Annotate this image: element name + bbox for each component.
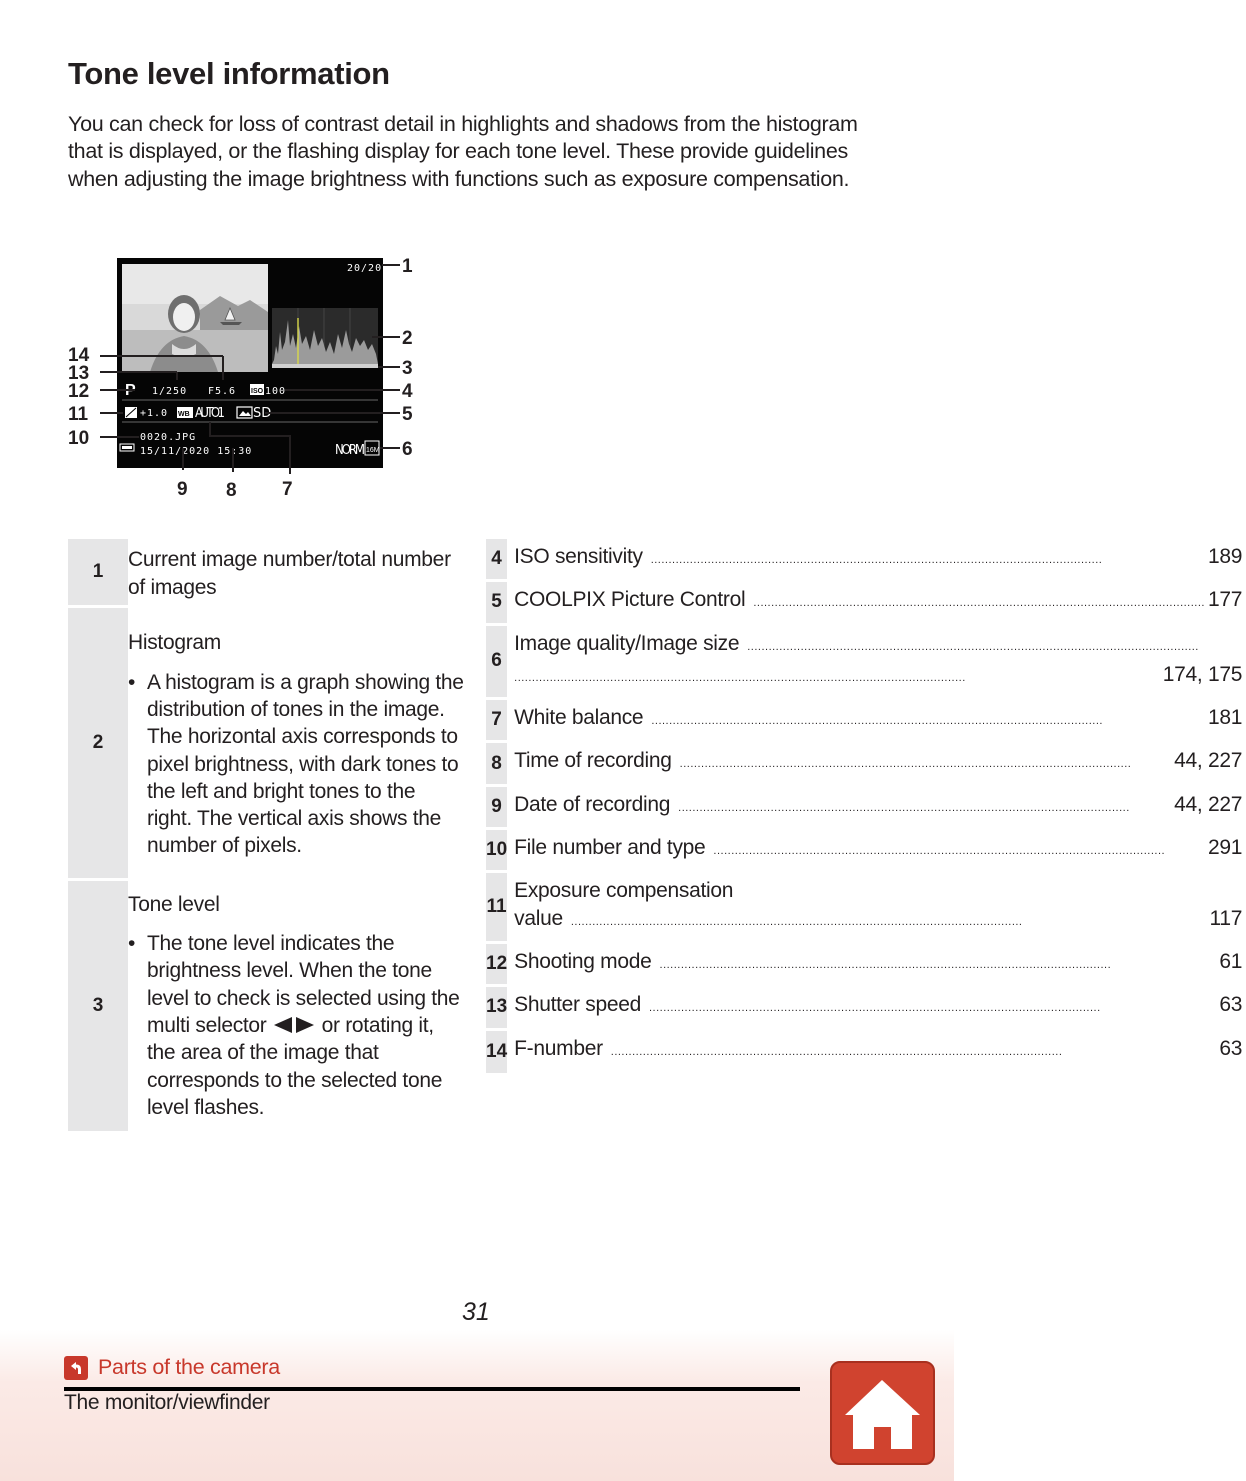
shooting-mode: P (125, 382, 136, 399)
bullet-text: or rotating it, the area of the image that corresponds to the selected tone level flashes. (147, 1014, 443, 1119)
callout-4: 4 (402, 381, 413, 402)
table-row (486, 987, 1246, 1030)
row-number: 1 (68, 539, 128, 608)
home-button[interactable] (830, 1361, 935, 1465)
subsection-label: The monitor/viewfinder (64, 1391, 270, 1414)
table-row (486, 626, 1246, 701)
intro-paragraph: You can check for loss of contrast detail in highlights and shadows from the histogram that is displayed, or the flashing display for each tone level. These provide guidelines when adjusting the image brightness with functions such as exposure compensation. (68, 112, 858, 191)
image-counter: 20/20 (347, 263, 383, 274)
table-row (486, 700, 1246, 743)
row-number: 4 (486, 539, 507, 582)
file-name: 0020.JPG (140, 432, 197, 443)
picture-control-value: SD (253, 406, 272, 421)
callout-6: 6 (402, 439, 413, 460)
callout-7: 7 (282, 479, 293, 500)
callout-3: 3 (402, 358, 413, 379)
entry-label: Shutter speed (514, 993, 641, 1017)
entry-label: ISO sensitivity (514, 545, 643, 568)
callout-5: 5 (402, 404, 413, 425)
page-title: Tone level information (68, 56, 390, 91)
entry-label: Date of recording (514, 792, 671, 816)
table-row (68, 881, 464, 1131)
page-reference[interactable]: 177 (1207, 588, 1243, 612)
table-row (486, 944, 1246, 987)
callout-11: 11 (68, 404, 89, 425)
table-row (486, 1031, 1246, 1073)
entry-label: COOLPIX Picture Control (514, 588, 746, 612)
callout-9: 9 (177, 479, 188, 500)
home-icon (832, 1363, 933, 1463)
section-link[interactable] (64, 1355, 280, 1380)
bullet-text: The tone level indicates the brightness level. When the tone level to check is selected using the multi selector (147, 932, 460, 1037)
recording-datetime: 15/11/2020 15:30 (140, 446, 253, 457)
entry-label: Time of recording (514, 749, 672, 773)
table-row (68, 608, 464, 881)
table-row (486, 582, 1246, 625)
table-row (486, 743, 1246, 786)
entry-label: F-number (514, 1037, 603, 1061)
image-size-value: 16M (366, 447, 380, 454)
row-number: 10 (486, 830, 507, 873)
callout-1: 1 (402, 256, 413, 277)
callout-10: 10 (68, 428, 90, 449)
iso-badge-text: ISO (251, 388, 264, 395)
entry-label: Exposure compensation (514, 879, 734, 903)
row-heading: Histogram (128, 631, 221, 655)
table-row (68, 539, 464, 608)
page-reference[interactable]: 63 (1219, 993, 1243, 1017)
bullet-text: • A histogram is a graph showing the distribution of tones in the image. The horizontal axis corresponds to pixel brightness, with dark tones to the left and bright tones to the right. The vertical axis shows the number of pixels. (128, 669, 464, 860)
row-number: 5 (486, 582, 507, 625)
page-reference[interactable]: 44, 227 (1174, 792, 1243, 816)
table-row (486, 787, 1246, 830)
shutter-speed: 1/250 (152, 386, 188, 397)
page-reference[interactable]: 189 (1207, 545, 1243, 568)
page-number: 31 (462, 1298, 490, 1326)
page-reference[interactable]: 291 (1207, 836, 1243, 860)
row-number: 12 (486, 944, 507, 987)
monitor-diagram (60, 250, 430, 510)
entry-label: File number and type (514, 836, 706, 860)
page-reference[interactable]: 181 (1207, 706, 1243, 730)
histogram (272, 308, 378, 368)
row-number: 14 (486, 1031, 507, 1073)
callout-13: 13 (68, 363, 90, 384)
row-number: 6 (486, 626, 507, 701)
table-row (486, 539, 1246, 582)
row-heading: Tone level (128, 892, 220, 916)
table-row (486, 873, 1246, 944)
description-table-left (68, 539, 464, 1131)
wb-badge-text: WB (178, 411, 190, 418)
callout-2: 2 (402, 328, 413, 349)
bullet-item (128, 930, 464, 1121)
row-number: 8 (486, 743, 507, 786)
image-quality: NORM (335, 443, 365, 458)
row-number: 3 (68, 881, 128, 1131)
description-table-right (486, 539, 1246, 1073)
section-link-label[interactable]: Parts of the camera (98, 1355, 280, 1379)
monitor-figure (60, 250, 430, 510)
exposure-comp-value: +1.0 (140, 408, 169, 419)
page-reference[interactable]: 174, 175 (1162, 662, 1243, 686)
row-number: 7 (486, 700, 507, 743)
row-description: Current image number/total number of images (128, 548, 451, 599)
iso-value: 100 (265, 386, 287, 397)
callout-14: 14 (68, 345, 90, 366)
entry-label: Image quality/Image size (514, 631, 740, 655)
f-number: F5.6 (208, 386, 237, 397)
entry-label: White balance (514, 706, 644, 730)
entry-label-continued: value (514, 906, 563, 930)
page-reference[interactable]: 44, 227 (1174, 749, 1243, 773)
callout-12: 12 (68, 381, 90, 402)
row-number: 9 (486, 787, 507, 830)
page-reference[interactable]: 117 (1209, 906, 1243, 930)
row-number: 2 (68, 608, 128, 881)
white-balance-value: AUTO1 (195, 406, 225, 421)
page-reference[interactable]: 63 (1219, 1037, 1243, 1061)
row-number: 13 (486, 987, 507, 1030)
callout-8: 8 (226, 480, 237, 501)
multi-selector-left-right-icon (272, 1016, 316, 1034)
row-number: 11 (486, 873, 507, 944)
page-reference[interactable]: 61 (1219, 949, 1243, 973)
table-row (486, 830, 1246, 873)
entry-label: Shooting mode (514, 949, 652, 973)
return-arrow-icon (64, 1356, 88, 1380)
